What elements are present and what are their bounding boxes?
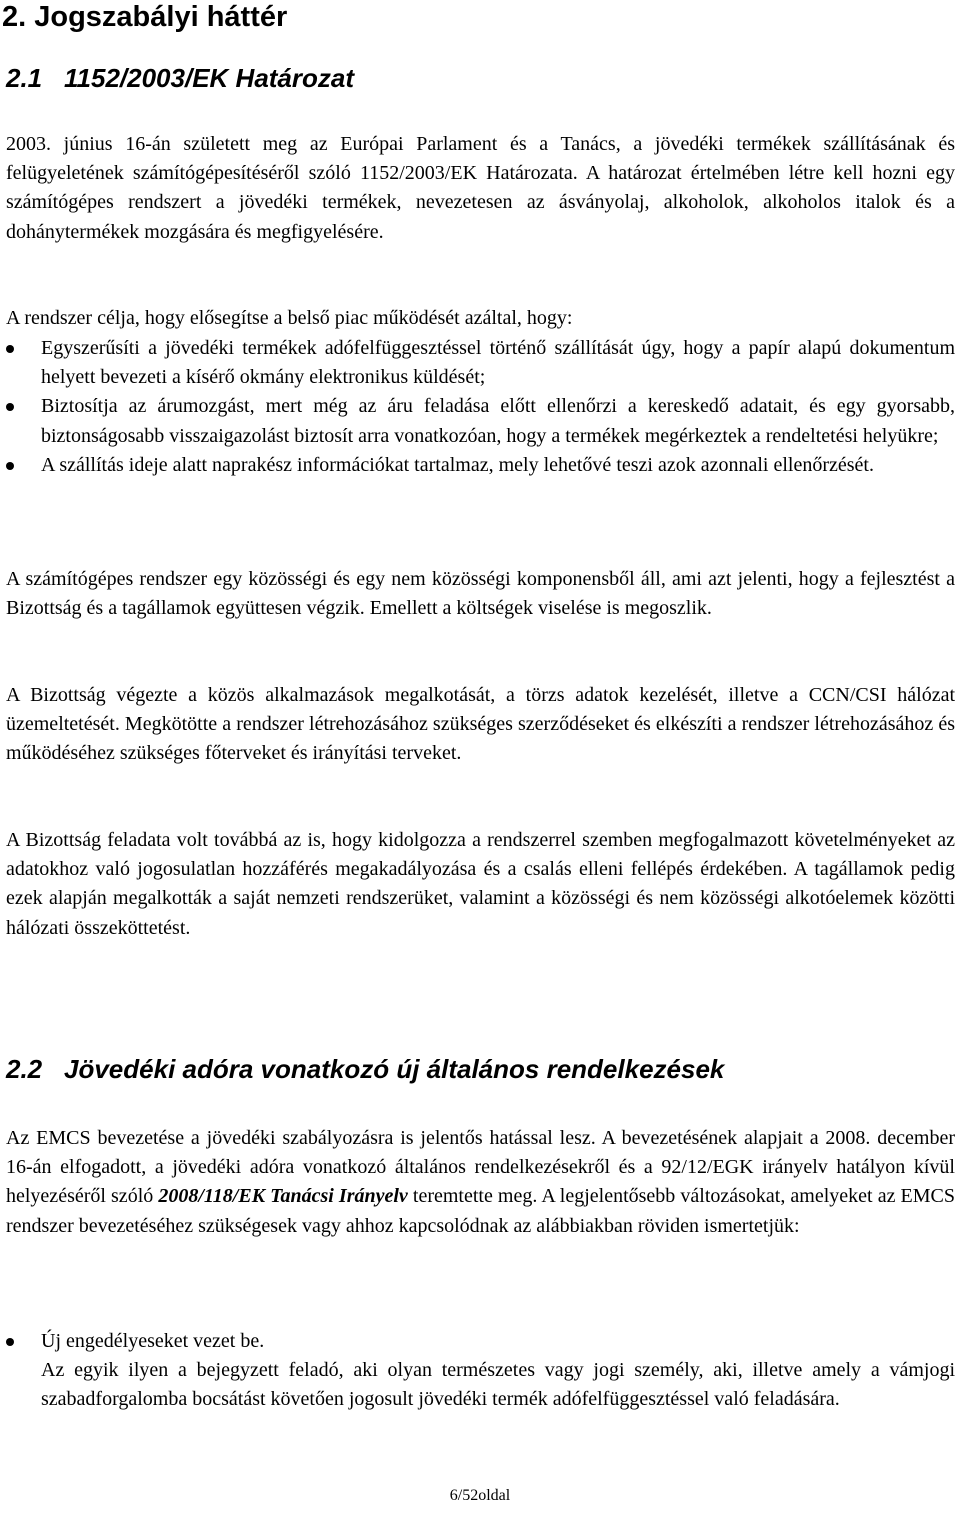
section-number: 2.2 <box>6 1054 43 1084</box>
section-heading-2-2 <box>6 1053 724 1085</box>
section-title: Jövedéki adóra vonatkozó új általános rendelkezések <box>64 1054 725 1084</box>
paragraph-decision-intro: 2003. június 16-án született meg az Európai Parlament és a Tanács, a jövedéki termékek szállításának és felügyeletének számítógépesítéséről szóló 1152/2003/EK Határozata. A határozat értelmében létre kell hozni egy számítógépes rendszert a jövedéki termékek, nevezetesen az ásványolaj, alkoholok, alkoholos italok és a dohánytermékek mozgására és megfigyelésére. <box>6 133 955 243</box>
list-item <box>6 1327 955 1415</box>
list-item <box>6 392 955 450</box>
licensee-bullet-list <box>6 1327 955 1415</box>
bullet-icon <box>6 462 14 470</box>
list-item <box>6 334 955 392</box>
list-item-title: Új engedélyeseket vezet be. <box>41 1330 265 1352</box>
section-title: 1152/2003/EK Határozat <box>64 63 355 93</box>
list-item-text: Az egyik ilyen a bejegyzett feladó, aki olyan természetes vagy jogi személy, aki, illetve amely a vámjogi szabadforgalomba bocsátást követően jogosult jövedéki termék adófelfüggesztéssel való feladására. <box>41 1359 955 1411</box>
paragraph-text: Az EMCS bevezetése a jövedéki szabályozásra is jelentős hatással lesz. A bevezetésének alapjait a 2008. december 16-án elfogadott, a jövedéki adóra vonatkozó általános rendelkezésekről és a 92/12/EGK irányelv hatályon kívül helyezéséről szóló <box>6 1127 955 1208</box>
paragraph-components: A számítógépes rendszer egy közösségi és egy nem közösségi komponensből áll, ami azt jelenti, hogy a fejlesztést a Bizottság és a tagállamok együttesen végzik. Emellett a költségek viselése is megoszlik. <box>6 568 955 620</box>
paragraph-emcs-intro <box>6 1124 955 1241</box>
list-item <box>6 451 955 480</box>
main-heading: 2. Jogszabályi háttér <box>2 1 288 33</box>
bullet-icon <box>6 403 14 411</box>
paragraph-system-goal: A rendszer célja, hogy elősegítse a belső piac működését azáltal, hogy: <box>6 307 573 329</box>
section-number: 2.1 <box>6 63 43 93</box>
page-number: 6/52oldal <box>449 1487 511 1504</box>
list-item-text: A szállítás ideje alatt naprakész információkat tartalmaz, mely lehetővé teszi azok azonnali ellenőrzését. <box>41 453 874 476</box>
bullet-icon <box>6 1338 14 1346</box>
paragraph-text: teremtette meg. A legjelentősebb változásokat, amelyeket az EMCS rendszer bevezetéséhez szükségesek vagy ahhoz kapcsolódnak az alábbiakban röviden ismertetjük: <box>6 1185 955 1237</box>
list-item-text: Biztosítja az árumozgást, mert még az áru feladása előtt ellenőrzi a kereskedő adatait, és egy gyorsabb, biztonságosabb visszaigazolást biztosít arra vonatkozóan, hogy a termékek megérkeztek a rendeltetési helyükre; <box>41 395 955 447</box>
paragraph-commission-tasks: A Bizottság végezte a közös alkalmazások megalkotását, a törzs adatok kezelését, illetve a CCN/CSI hálózat üzemeltetését. Megkötötte a rendszer létrehozásához szükséges szerződéseket és elkészíti a rendszer létrehozásához és működéséhez szükséges főterveket és irányítási terveket. <box>6 684 955 765</box>
directive-reference: 2008/118/EK Tanácsi Irányelv <box>158 1185 408 1208</box>
section-heading-2-1 <box>6 62 354 94</box>
paragraph-requirements: A Bizottság feladata volt továbbá az is, hogy kidolgozza a rendszerrel szemben megfogalmazott követelményeket az adatokhoz való jogosulatlan hozzáférés megakadályozása és a csalás elleni fellépés érdekében. A tagállamok pedig ezek alapján megalkották a saját nemzeti rendszerüket, valamint a közösségi és nem közösségi alkotóelemek közötti hálózati összeköttetést. <box>6 829 955 939</box>
bullet-icon <box>6 345 14 353</box>
goal-bullet-list <box>6 334 955 480</box>
list-item-text: Egyszerűsíti a jövedéki termékek adófelfüggesztéssel történő szállítását úgy, hogy a papír alapú dokumentum helyett bevezeti a kísérő okmány elektronikus küldését; <box>41 337 955 389</box>
